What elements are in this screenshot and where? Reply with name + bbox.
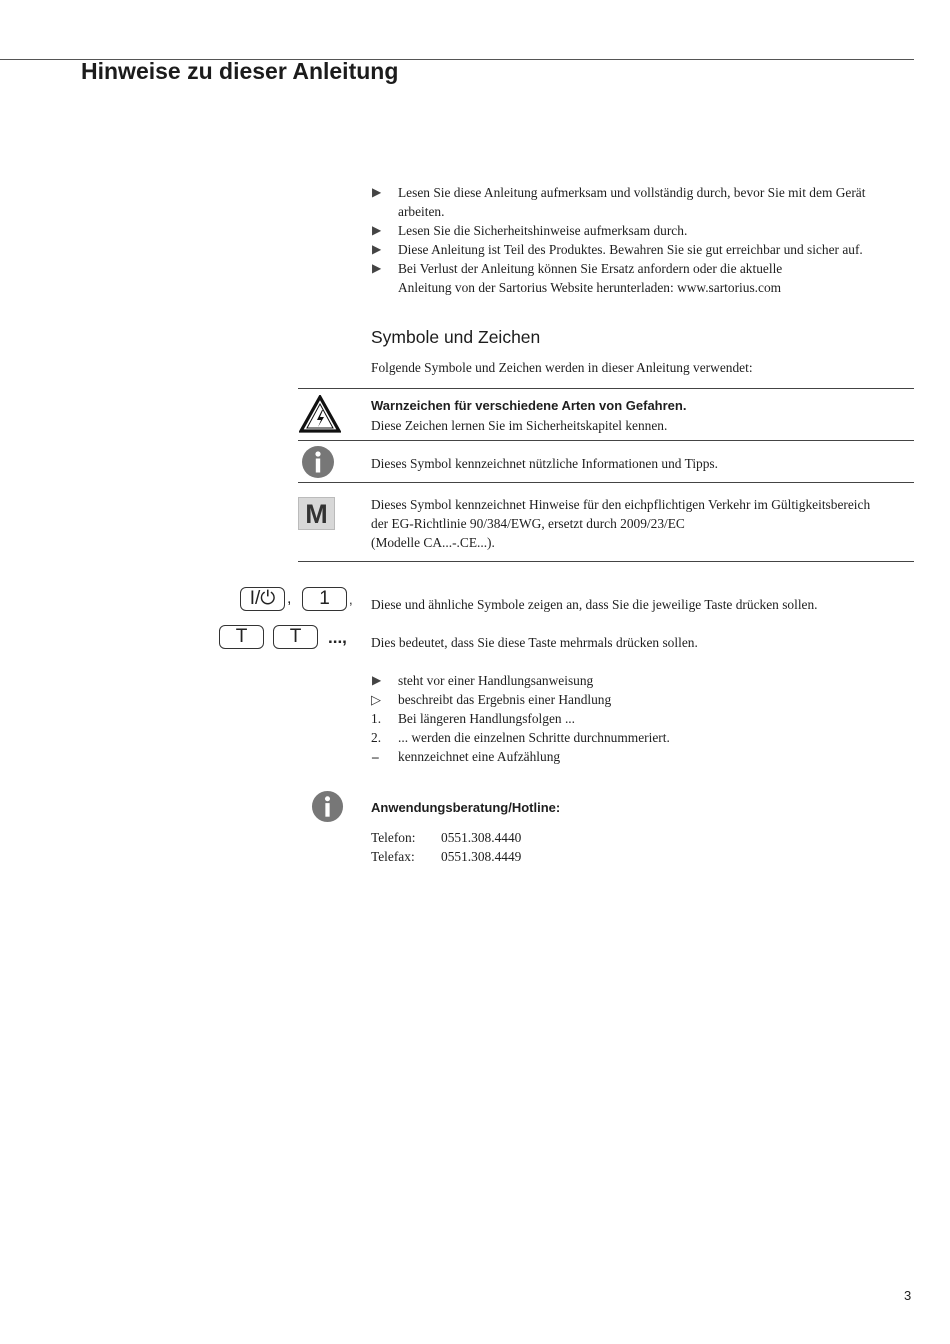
page-title: Hinweise zu dieser Anleitung bbox=[81, 58, 399, 84]
legend-marker: ▷ bbox=[371, 692, 381, 707]
legend-marker: 1. bbox=[371, 711, 382, 726]
legend-marker: – bbox=[372, 749, 379, 764]
info-text: Dieses Symbol kennzeichnet nützliche Informationen und Tipps. bbox=[371, 456, 718, 471]
legend-marker: ▶ bbox=[372, 673, 382, 687]
table-rule bbox=[298, 440, 914, 441]
bullet-marker: ▶ bbox=[372, 261, 382, 275]
hotline-title: Anwendungsberatung/Hotline: bbox=[371, 800, 561, 815]
section-intro: Folgende Symbole und Zeichen werden in dieser Anleitung verwendet: bbox=[371, 360, 753, 375]
bullet-text: Anleitung von der Sartorius Website herunterladen: www.sartorius.com bbox=[398, 280, 782, 295]
legend-text: kennzeichnet eine Aufzählung bbox=[398, 749, 561, 764]
table-rule bbox=[298, 482, 914, 483]
info-icon bbox=[301, 445, 335, 479]
tare-key-icon: T bbox=[219, 625, 264, 649]
legend-text: ... werden die einzelnen Schritte durchnummeriert. bbox=[398, 730, 670, 745]
bullet-text: Lesen Sie diese Anleitung aufmerksam und vollständig durch, bevor Sie mit dem Gerät bbox=[398, 185, 866, 200]
tare-key-icon: T bbox=[273, 625, 318, 649]
bullet-marker: ▶ bbox=[372, 185, 382, 199]
bullet-marker: ▶ bbox=[372, 223, 382, 237]
metrology-line: Dieses Symbol kennzeichnet Hinweise für den eichpflichtigen Verkehr im Gültigkeitsbereich bbox=[371, 497, 871, 512]
bullet-text: Bei Verlust der Anleitung können Sie Ersatz anfordern oder die aktuelle bbox=[398, 261, 783, 276]
repeat-ellipsis: ..., bbox=[328, 628, 347, 647]
page-number: 3 bbox=[904, 1288, 912, 1303]
key-row-text: Diese und ähnliche Symbole zeigen an, dass Sie die jeweilige Taste drücken sollen. bbox=[371, 597, 818, 612]
power-key-icon: I/⏻ bbox=[240, 587, 285, 611]
table-rule-bottom bbox=[298, 561, 914, 562]
m-letter: M bbox=[305, 499, 328, 529]
warning-text: Diese Zeichen lernen Sie im Sicherheitskapitel kennen. bbox=[371, 418, 668, 433]
bullet-text: arbeiten. bbox=[398, 204, 445, 219]
legend-marker: 2. bbox=[371, 730, 382, 745]
warning-title: Warnzeichen für verschiedene Arten von Gefahren. bbox=[371, 398, 687, 413]
key-row-text: Dies bedeutet, dass Sie diese Taste mehrmals drücken sollen. bbox=[371, 635, 698, 650]
bullet-marker: ▶ bbox=[372, 242, 382, 256]
legend-text: Bei längeren Handlungsfolgen ... bbox=[398, 711, 576, 726]
legend-text: beschreibt das Ergebnis einer Handlung bbox=[398, 692, 612, 707]
metrology-line: (Modelle CA...-.CE...). bbox=[371, 535, 495, 550]
metrology-line: der EG-Richtlinie 90/384/EWG, ersetzt durch 2009/23/EC bbox=[371, 516, 685, 531]
section-heading: Symbole und Zeichen bbox=[371, 327, 541, 347]
key-one-icon: 1 bbox=[302, 587, 347, 611]
bullet-text: Lesen Sie die Sicherheitshinweise aufmerksam durch. bbox=[398, 223, 688, 238]
table-rule-top bbox=[298, 388, 914, 389]
phone-number: 0551.308.4440 bbox=[441, 830, 522, 845]
warning-triangle-icon bbox=[299, 395, 341, 433]
fax-number: 0551.308.4449 bbox=[441, 849, 522, 864]
bullet-text: Diese Anleitung ist Teil des Produktes. Bewahren Sie sie gut erreichbar und sicher auf. bbox=[398, 242, 863, 257]
separator-comma: , bbox=[349, 592, 353, 607]
separator-comma: , bbox=[287, 590, 292, 607]
fax-label: Telefax: bbox=[371, 849, 415, 864]
legend-text: steht vor einer Handlungsanweisung bbox=[398, 673, 594, 688]
m-metrology-icon bbox=[298, 497, 335, 530]
info-icon bbox=[311, 790, 344, 823]
phone-label: Telefon: bbox=[371, 830, 416, 845]
